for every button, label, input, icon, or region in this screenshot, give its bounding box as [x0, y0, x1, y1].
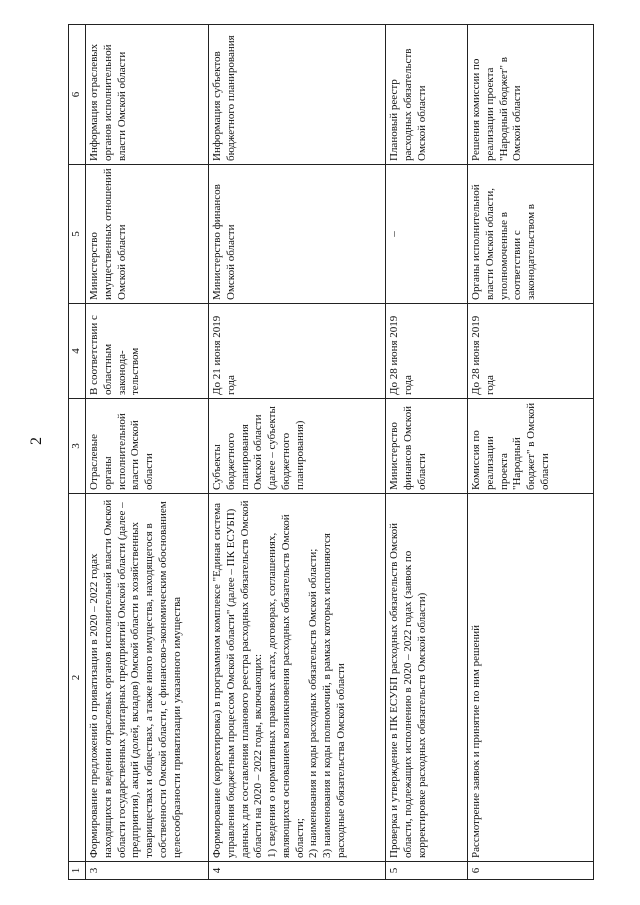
col-header-5: 5 [69, 165, 86, 304]
action-cell: Формирование предложений о приватизации в 2020 – 2022 годах находящихся в ведении отраслевых органов исполнительной власти Омской области государственных унитарных предприятий Омской области (далее – предприятия), акций (долей, вкладов) Омской области в хозяйственных товариществах и обществах, а также иного имущества, находящегося в собственности Омской области, с финансово-экономическим обоснованием целесообразности приватизации указанного имущества [86, 494, 209, 862]
rotated-table-wrapper [68, 25, 594, 880]
row-number: 4 [209, 862, 386, 880]
action-cell: Формирование (корректировка) в программном комплексе "Единая система управления бюджетным процессом Омской области" (далее – ПК ЕСУБП) данных для составления планового реестра расходных обязательств Омской области на 2020 – 2022 годы, включающих: 1) сведения о нормативных правовых актах, договорах, соглашениях, являющихся основанием возникновения расходных обязательств Омской области; 2) наименования и коды расходных обязательств Омской области; 3) наименования и коды полномочий, в рамках которых исполняются расходные обязательства Омской области [209, 494, 386, 862]
deadline-cell: До 28 июня 2019 года [386, 304, 468, 399]
col-header-6: 6 [69, 25, 86, 165]
col-header-1: 1 [69, 862, 86, 880]
col-header-2: 2 [69, 494, 86, 862]
table-row [86, 25, 209, 880]
table-row [209, 25, 386, 880]
document-cell: Информация субъектов бюджетного планирования [209, 25, 386, 165]
row-number: 5 [386, 862, 468, 880]
deadline-cell: В соответствии с областным законода-тельством [86, 304, 209, 399]
deadline-cell: До 21 июня 2019 года [209, 304, 386, 399]
header-row [69, 25, 86, 880]
plan-table [68, 24, 594, 880]
performer-cell: Комиссия по реализации проекта "Народный бюджет" в Омской области [468, 399, 594, 494]
row-number: 3 [86, 862, 209, 880]
action-cell: Проверка и утверждение в ПК ЕСУБП расходных обязательств Омской области, подлежащих исполнению в 2020 – 2022 годах (заявок по корректировке расходных обязательств Омской области) [386, 494, 468, 862]
row-number: 6 [468, 862, 594, 880]
table-row [386, 25, 468, 880]
col-header-3: 3 [69, 399, 86, 494]
performer-cell: Отраслевые органы исполнительной власти Омской области [86, 399, 209, 494]
document-cell: Плановый реестр расходных обязательств Омской области [386, 25, 468, 165]
performer-cell: Субъекты бюджетного планирования Омской области (далее – субъекты бюджетного планирования) [209, 399, 386, 494]
col-header-4: 4 [69, 304, 86, 399]
page-number: 2 [28, 437, 45, 445]
recipient-cell: Министерство имущественных отношений Омской области [86, 165, 209, 304]
table-row [468, 25, 594, 880]
performer-cell: Министерство финансов Омской области [386, 399, 468, 494]
recipient-cell: – [386, 165, 468, 304]
document-cell: Решения комиссии по реализации проекта "Народный бюджет" в Омской области [468, 25, 594, 165]
document-cell: Информация отраслевых органов исполнительной власти Омской области [86, 25, 209, 165]
deadline-cell: До 28 июня 2019 года [468, 304, 594, 399]
recipient-cell: Органы исполнительной власти Омской области, уполномоченные в соответствии с законодательством в [468, 165, 594, 304]
action-cell: Рассмотрение заявок и принятие по ним решений [468, 494, 594, 862]
recipient-cell: Министерство финансов Омской области [209, 165, 386, 304]
